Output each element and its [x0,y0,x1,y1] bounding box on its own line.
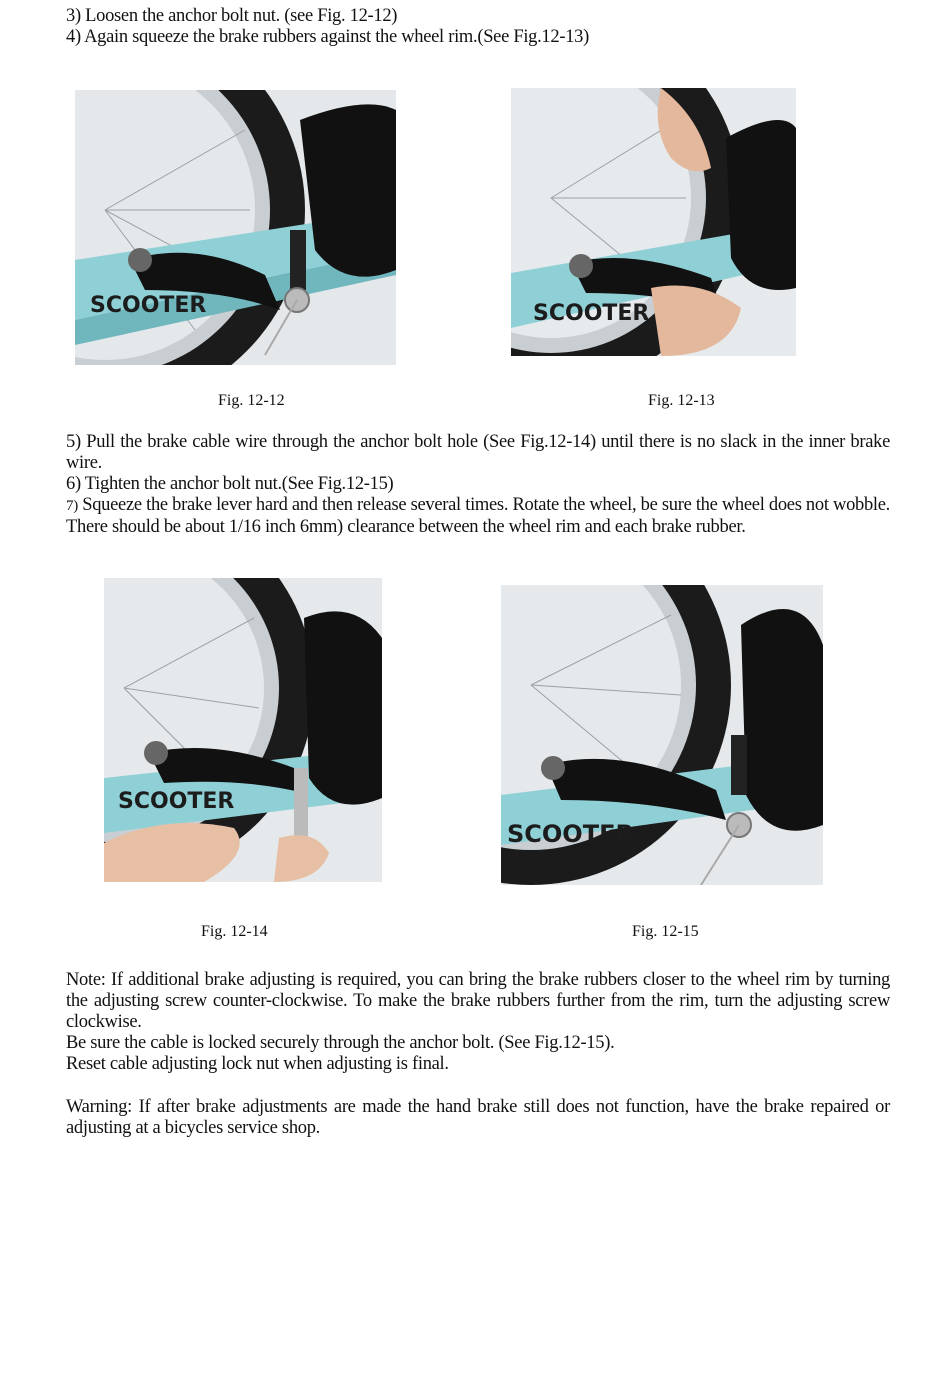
figure-12-15-frame-text: SCOOTER [507,820,634,848]
figure-12-14-caption: Fig. 12-14 [201,923,268,940]
figure-12-14-photo [104,578,382,882]
reset-text: Reset cable adjusting lock nut when adjusting is final. [66,1054,449,1074]
step-7-text [66,495,890,538]
figure-12-13-frame-text: SCOOTER [533,301,650,326]
figure-12-12-frame-text: SCOOTER [90,293,207,318]
figure-12-14-frame-text: SCOOTER [118,789,235,814]
cable-locked-text: Be sure the cable is locked securely through the anchor bolt. (See Fig.12-15). [66,1033,615,1053]
step-7-number: 7) [66,498,78,514]
figure-12-15-caption: Fig. 12-15 [632,923,699,940]
figure-12-15-photo [501,585,823,885]
step-4-text: 4) Again squeeze the brake rubbers against the wheel rim.(See Fig.12-13) [66,27,589,47]
step-7-body: Squeeze the brake lever hard and then release several times. Rotate the wheel, be sure the wheel does not wobble. There should be about 1/16 inch 6mm) clearance between the wheel rim and each brake rubber. [66,495,890,537]
step-5-text: 5) Pull the brake cable wire through the anchor bolt hole (See Fig.12-14) until there is no slack in the inner brake wire. [66,432,890,473]
figure-12-13-caption: Fig. 12-13 [648,392,715,409]
note-text: Note: If additional brake adjusting is required, you can bring the brake rubbers closer to the wheel rim by turning the adjusting screw counter-clockwise. To make the brake rubbers further from the rim, turn the adjusting screw clockwise. [66,970,890,1032]
warning-text: Warning: If after brake adjustments are made the hand brake still does not function, have the brake repaired or adjusting at a bicycles service shop. [66,1097,890,1138]
figure-12-12-caption: Fig. 12-12 [218,392,285,409]
step-6-text: 6) Tighten the anchor bolt nut.(See Fig.12-15) [66,474,394,494]
step-3-text: 3) Loosen the anchor bolt nut. (see Fig. 12-12) [66,6,398,26]
figure-12-12-photo [75,90,396,365]
figure-12-13-photo [511,88,796,356]
